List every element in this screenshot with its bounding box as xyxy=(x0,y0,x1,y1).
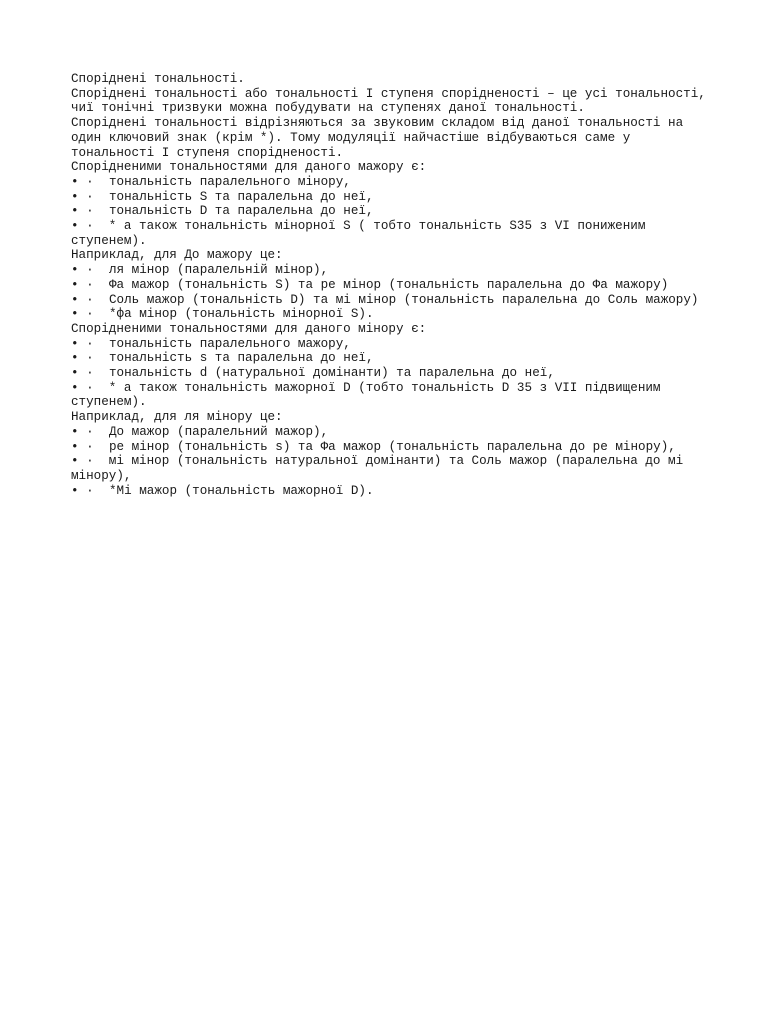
list-item-text: *фа мінор (тональність мінорної S). xyxy=(109,307,374,322)
list-item xyxy=(71,190,711,205)
bullet-marker: • · xyxy=(71,292,109,307)
list-item xyxy=(71,293,711,308)
list-item-text: тональність D та паралельна до неї, xyxy=(109,204,374,219)
minor-heading: Спорідненими тональностями для даного мінору є: xyxy=(71,321,427,336)
major-heading: Спорідненими тональностями для даного мажору є: xyxy=(71,160,427,175)
list-item-text: тональність S та паралельна до неї, xyxy=(109,189,374,204)
major-example-heading: Наприклад, для До мажору це: xyxy=(71,248,283,263)
list-item-text: тональність s та паралельна до неї, xyxy=(109,351,374,366)
list-item-text: Соль мажор (тональність D) та мі мінор (тональність паралельна до Соль мажору) xyxy=(109,292,699,307)
bullet-marker: • · xyxy=(71,483,109,498)
list-item xyxy=(71,425,711,440)
list-item-text: Фа мажор (тональність S) та ре мінор (тональність паралельна до Фа мажору) xyxy=(109,277,669,292)
bullet-marker: • · xyxy=(71,351,109,366)
list-item-text: * а також тональність мажорної D (тобто тональність D 35 з VII підвищеним ступенем). xyxy=(71,380,669,410)
list-item xyxy=(71,381,711,410)
list-item-text: тональність паралельного мінору, xyxy=(109,174,351,189)
list-item xyxy=(71,219,711,248)
list-item xyxy=(71,351,711,366)
list-item-text: ре мінор (тональність s) та Фа мажор (тональність паралельна до ре мінору), xyxy=(109,439,676,454)
bullet-marker: • · xyxy=(71,204,109,219)
list-item xyxy=(71,263,711,278)
bullet-marker: • · xyxy=(71,424,109,439)
bullet-marker: • · xyxy=(71,380,109,395)
bullet-marker: • · xyxy=(71,189,109,204)
list-item xyxy=(71,366,711,381)
list-item-text: тональність d (натуральної домінанти) та паралельна до неї, xyxy=(109,366,555,381)
list-item-text: *Мі мажор (тональність мажорної D). xyxy=(109,483,374,498)
list-item-text: ля мінор (паралельній мінор), xyxy=(109,263,329,278)
list-item-text: До мажор (паралельний мажор), xyxy=(109,424,329,439)
list-item xyxy=(71,440,711,455)
list-item xyxy=(71,337,711,352)
bullet-marker: • · xyxy=(71,336,109,351)
minor-example-heading: Наприклад, для ля мінору це: xyxy=(71,410,283,425)
bullet-marker: • · xyxy=(71,263,109,278)
bullet-marker: • · xyxy=(71,277,109,292)
list-item xyxy=(71,204,711,219)
list-item-text: мі мінор (тональність натуральної домінанти) та Соль мажор (паралельна до мі мінору), xyxy=(71,454,691,483)
intro-paragraph-1: Споріднені тональності або тональності I ступеня спорідненості – це усі тональності, чиї тонічні тризвуки можна побудувати на ступенях даної тональності. xyxy=(71,86,714,116)
list-item xyxy=(71,307,711,322)
intro-paragraph-2: Споріднені тональності відрізняються за звуковим складом від даної тональності на один ключовий знак (крім *). Тому модуляції найчастіше відбуваються саме у тональності I ступеня спорідненості. xyxy=(71,116,691,160)
bullet-marker: • · xyxy=(71,366,109,381)
bullet-marker: • · xyxy=(71,219,109,234)
list-item xyxy=(71,454,711,483)
bullet-marker: • · xyxy=(71,174,109,189)
list-item-text: тональність паралельного мажору, xyxy=(109,336,351,351)
bullet-marker: • · xyxy=(71,439,109,454)
list-item xyxy=(71,278,711,293)
list-item xyxy=(71,484,711,499)
bullet-marker: • · xyxy=(71,454,109,469)
bullet-marker: • · xyxy=(71,307,109,322)
list-item xyxy=(71,175,711,190)
document-body xyxy=(71,72,714,498)
document-title: Споріднені тональності. xyxy=(71,72,245,86)
list-item-text: * а також тональність мінорної S ( тобто тональність S35 з VI пониженим ступенем). xyxy=(71,219,653,248)
